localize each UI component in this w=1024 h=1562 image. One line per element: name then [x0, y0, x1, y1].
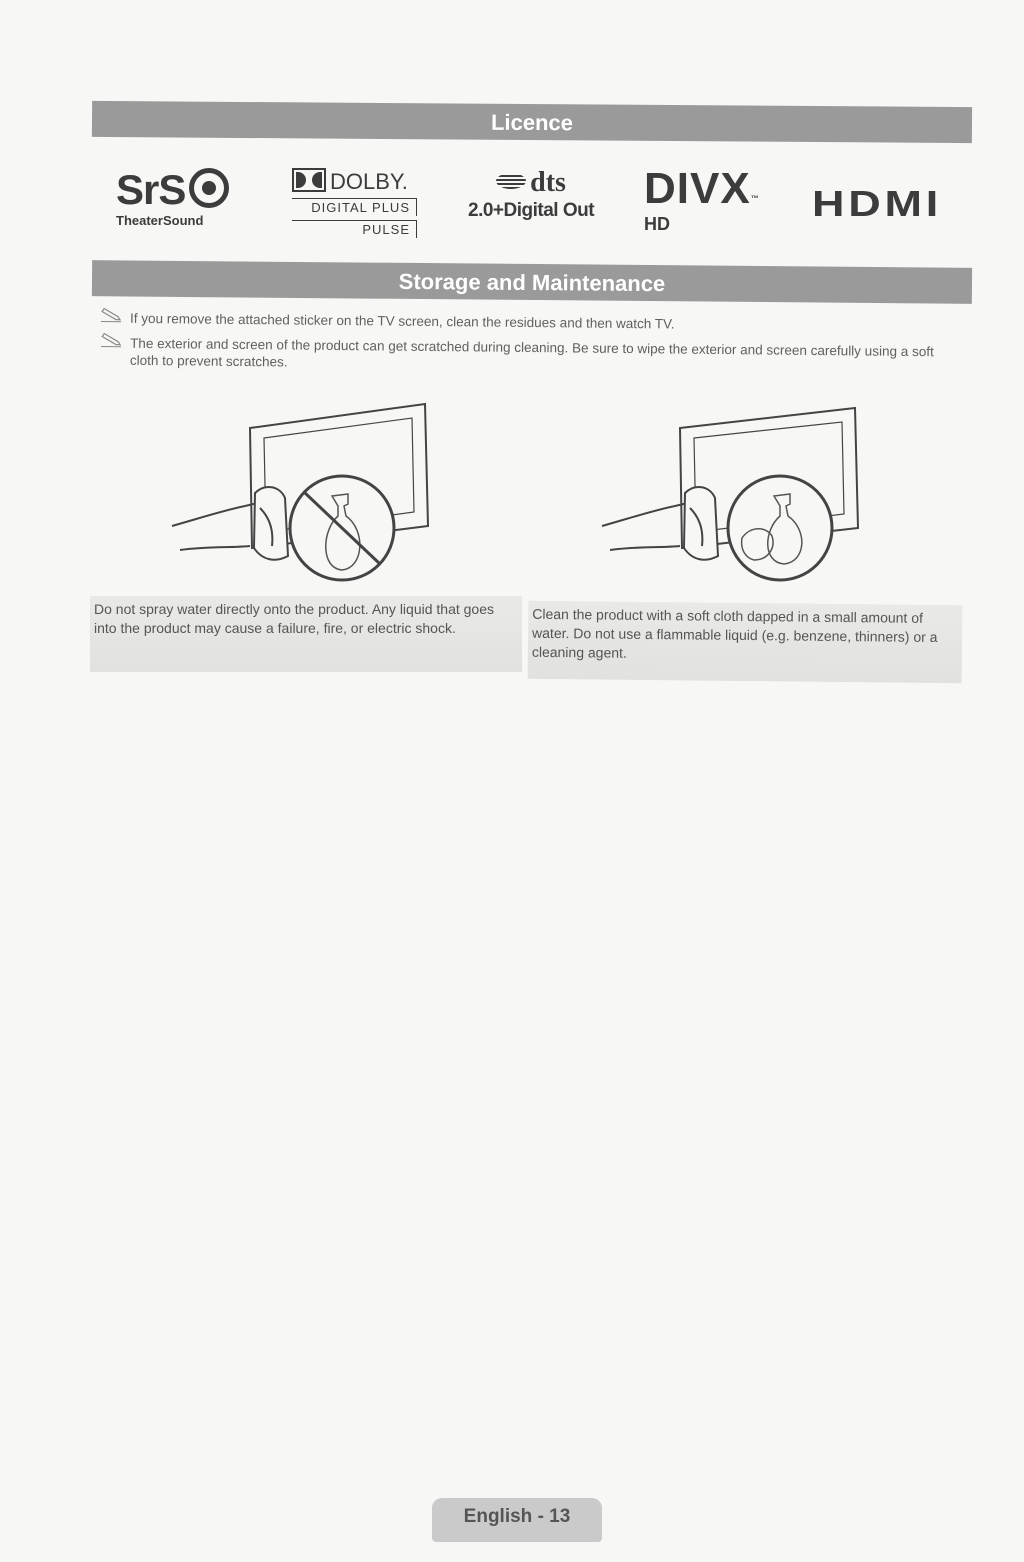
dolby-logo-line1: DIGITAL PLUS — [292, 198, 417, 216]
no-spray-illustration — [170, 398, 440, 588]
notes-list — [100, 310, 960, 381]
srs-circle-icon — [189, 168, 229, 208]
dolby-double-d-icon — [292, 168, 326, 192]
pencil-note-icon — [100, 307, 122, 323]
divx-logo — [644, 164, 760, 235]
cloth-spray-icon — [728, 476, 832, 580]
note-item — [100, 309, 960, 335]
licence-heading: Licence — [92, 101, 972, 143]
divx-logo-tm: ™ — [750, 194, 760, 203]
caption-soft-cloth: Clean the product with a soft cloth dapped in a small amount of water. Do not use a flammable liquid (e.g. benzene, thinners) or a cleaning agent. — [528, 601, 963, 684]
hdmi-logo-mark: HDMI — [812, 183, 942, 224]
page-number: English - 13 — [432, 1498, 602, 1542]
dolby-logo — [292, 168, 417, 238]
srs-logo-mark: SrS — [116, 166, 186, 213]
divx-logo-sub: HD — [644, 214, 670, 234]
storage-heading: Storage and Maintenance — [92, 260, 972, 304]
note-text: If you remove the attached sticker on the TV screen, clean the residues and then watch TV. — [129, 310, 675, 332]
dts-logo-sub: 2.0+Digital Out — [468, 200, 595, 221]
note-text: The exterior and screen of the product can get scratched during cleaning. Be sure to wipe the exterior and screen carefully using a soft cloth to prevent scratches. — [129, 335, 934, 370]
hdmi-logo — [812, 183, 942, 224]
licence-logos — [92, 164, 972, 248]
note-item — [100, 334, 960, 377]
dts-logo-mark: dts — [530, 167, 566, 198]
no-spray-icon — [290, 476, 394, 580]
srs-logo — [116, 168, 229, 228]
srs-logo-sub: TheaterSound — [116, 213, 204, 228]
dolby-logo-mark: DOLBY. — [330, 169, 408, 194]
divx-logo-mark: DIVX — [644, 164, 751, 213]
dts-disc-icon — [496, 173, 526, 189]
caption-no-spray: Do not spray water directly onto the product. Any liquid that goes into the product may cause a failure, fire, or electric shock. — [90, 596, 522, 672]
cloth-clean-illustration — [600, 398, 870, 588]
dts-logo — [468, 168, 594, 222]
pencil-note-icon — [100, 332, 122, 348]
dolby-logo-line2: PULSE — [292, 220, 417, 238]
